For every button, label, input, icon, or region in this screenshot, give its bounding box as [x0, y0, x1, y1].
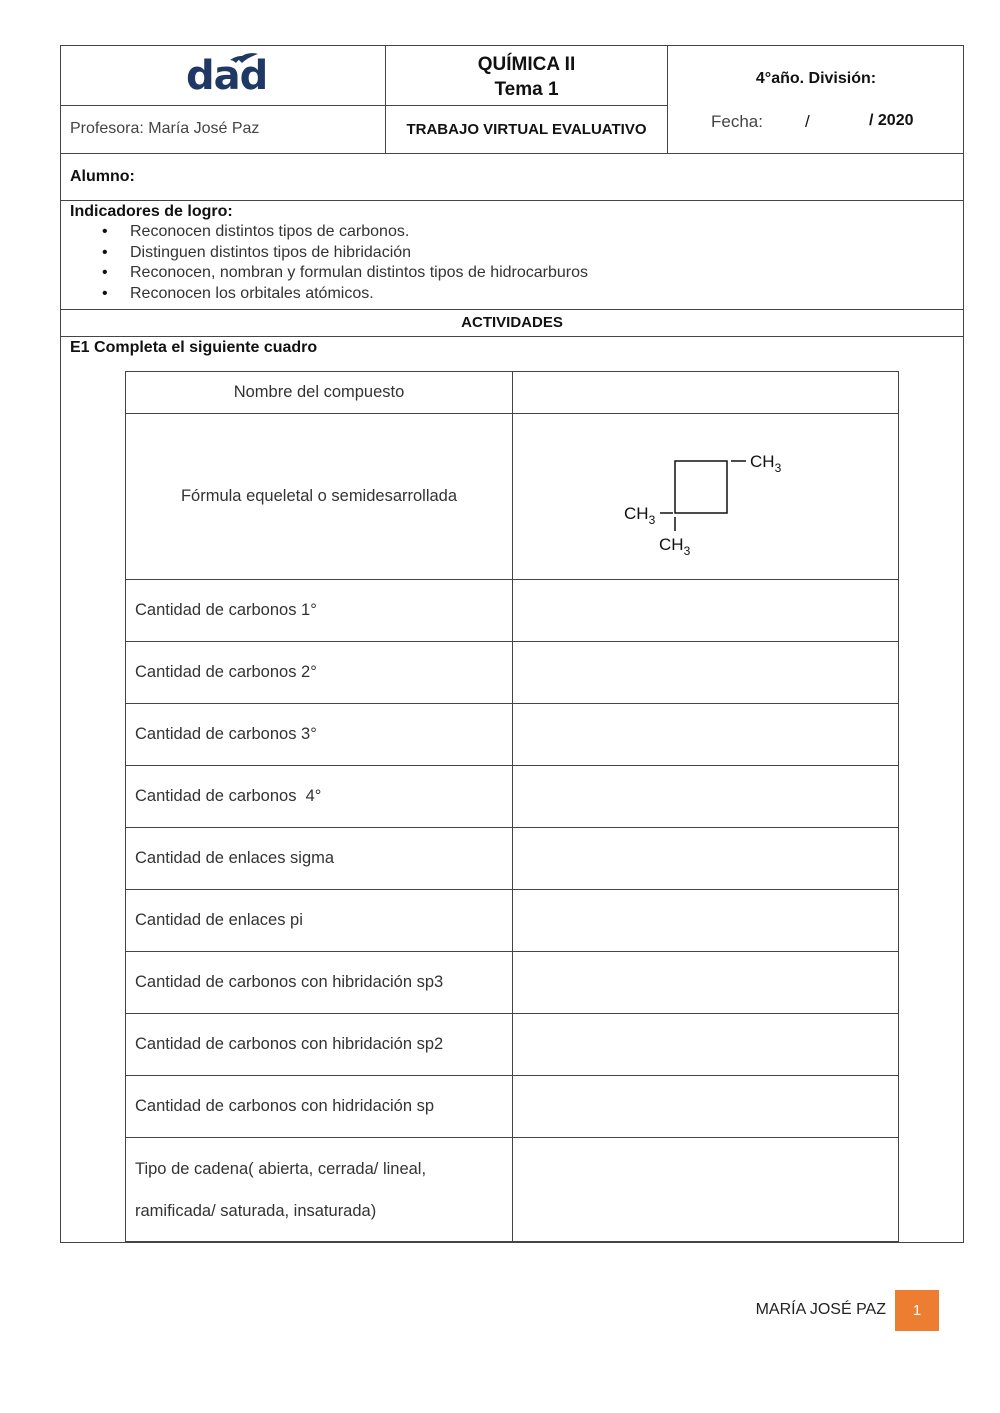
row-label: Cantidad de enlaces sigma — [126, 828, 513, 890]
answer-cell[interactable] — [513, 890, 899, 952]
structure-cell — [513, 414, 899, 580]
indicators-list — [60, 222, 960, 304]
table-row — [126, 1076, 899, 1138]
work-type: TRABAJO VIRTUAL EVALUATIVO — [406, 121, 647, 138]
header-hline — [60, 105, 668, 106]
table-row — [126, 766, 899, 828]
header-divider-2 — [667, 45, 668, 154]
row-label: Cantidad de carbonos 1° — [126, 580, 513, 642]
table-row — [126, 580, 899, 642]
table-row — [126, 1014, 899, 1076]
exercise-table — [125, 371, 899, 1242]
date-separator: / — [805, 112, 810, 131]
row-label: Nombre del compuesto — [126, 372, 513, 414]
activities-title: ACTIVIDADES — [461, 314, 563, 331]
date-year: / 2020 — [869, 112, 914, 129]
chain-type-line-1: Tipo de cadena( abierta, cerrada/ lineal, — [135, 1159, 427, 1178]
row-label: Cantidad de enlaces pi — [126, 890, 513, 952]
answer-cell[interactable] — [513, 766, 899, 828]
table-row — [126, 704, 899, 766]
subject-title: QUÍMICA II — [477, 54, 576, 75]
date-label: Fecha: — [711, 112, 763, 131]
list-item: • Distinguen distintos tipos de hibridación — [130, 243, 960, 264]
list-item: • Reconocen los orbitales atómicos. — [130, 284, 960, 305]
row-label: Cantidad de carbonos con hidridación sp — [126, 1076, 513, 1138]
methyl-group-label: $CH_3$ — [624, 504, 656, 527]
chain-type-line-2: ramificada/ saturada, insaturada) — [135, 1201, 377, 1220]
answer-cell[interactable] — [513, 828, 899, 890]
answer-cell[interactable] — [513, 704, 899, 766]
answer-cell[interactable] — [513, 372, 899, 414]
student-label: Alumno: — [70, 168, 135, 185]
page-number-badge — [895, 1290, 939, 1331]
indicators-title: Indicadores de logro: — [70, 203, 233, 220]
topic-title: Tema 1 — [494, 79, 559, 100]
exercise-title: E1 Completa el siguiente cuadro — [70, 339, 318, 356]
row-label: Cantidad de carbonos con hibridación sp2 — [126, 1014, 513, 1076]
answer-cell[interactable] — [513, 952, 899, 1014]
row-label: Cantidad de carbonos con hibridación sp3 — [126, 952, 513, 1014]
table-row — [126, 828, 899, 890]
student-row — [60, 153, 964, 201]
methyl-group-label: $CH_3$ — [659, 535, 691, 558]
table-row — [126, 372, 899, 414]
page-number: 1 — [912, 1302, 922, 1319]
table-row — [126, 1138, 899, 1242]
list-item: • Reconocen, nombran y formulan distintos tipos de hidrocarburos — [130, 263, 960, 284]
footer-author: MARÍA JOSÉ PAZ — [755, 1301, 886, 1318]
answer-cell[interactable] — [513, 1014, 899, 1076]
table-row — [126, 890, 899, 952]
school-logo — [186, 50, 266, 102]
cyclobutane-structure — [513, 414, 898, 579]
ring-bond — [675, 461, 727, 513]
table-row — [126, 414, 899, 580]
row-label: Cantidad de carbonos 2° — [126, 642, 513, 704]
row-label — [126, 1138, 513, 1242]
row-label: Fórmula equeletal o semidesarrollada — [126, 414, 513, 580]
table-row — [126, 642, 899, 704]
course-label: 4°año. División: — [755, 70, 877, 87]
row-label: Cantidad de carbonos 3° — [126, 704, 513, 766]
logo-text: dad — [186, 53, 268, 99]
answer-cell[interactable] — [513, 642, 899, 704]
row-label: Cantidad de carbonos 4° — [126, 766, 513, 828]
answer-cell[interactable] — [513, 1076, 899, 1138]
answer-cell[interactable] — [513, 1138, 899, 1242]
methyl-group-label: $CH_3$ — [750, 452, 782, 475]
answer-cell[interactable] — [513, 580, 899, 642]
table-row — [126, 952, 899, 1014]
teacher-name: Profesora: María José Paz — [70, 120, 260, 137]
list-item: • Reconocen distintos tipos de carbonos. — [130, 222, 960, 243]
